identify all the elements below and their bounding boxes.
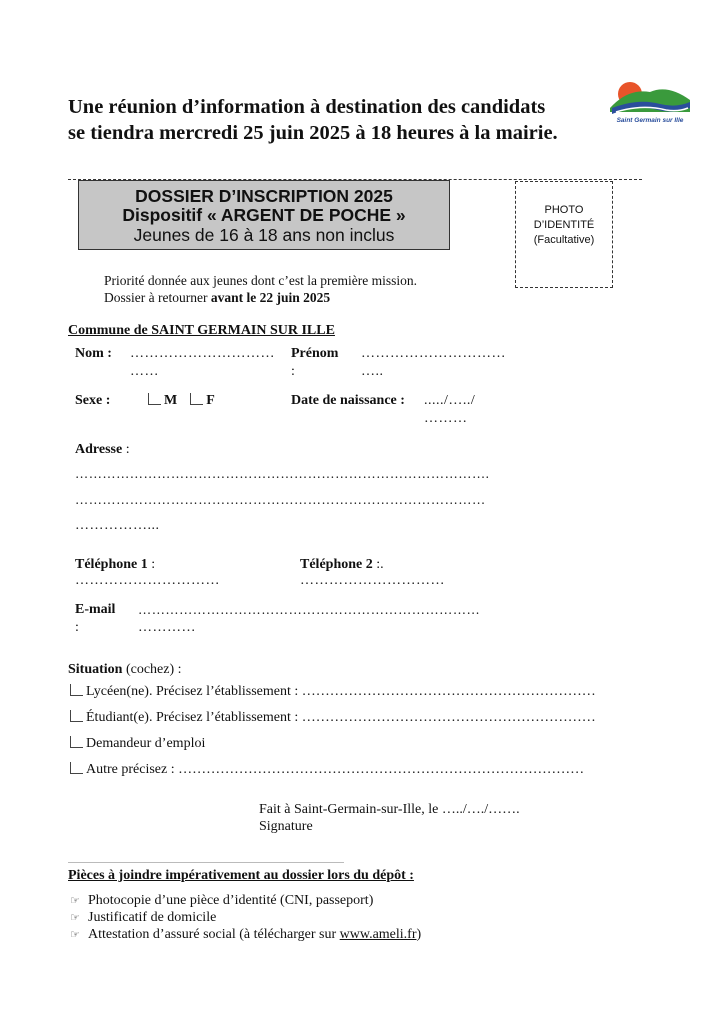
title-box (78, 180, 450, 250)
prenom-colon: : (291, 364, 295, 379)
prenom-label: Prénom (291, 346, 339, 361)
demandeur-label: Demandeur d’emploi (86, 736, 206, 751)
pieces-list (70, 892, 421, 943)
sexe-options (148, 393, 215, 409)
tel2-colon: :. (372, 557, 384, 572)
lyceen-label: Lycéen(ne). Précisez l’établissement : ……………………………………………………… (86, 684, 596, 699)
situation-option-autre[interactable] (70, 762, 584, 778)
nom-field-continued[interactable]: …… (130, 364, 159, 379)
photo-line-1: PHOTO (544, 204, 584, 216)
nom-field[interactable]: ………………………… (130, 346, 275, 361)
tel1-label: Téléphone 1 (75, 557, 148, 572)
pieces-item-prefix: Attestation d’assuré social (à télécharger sur (88, 927, 340, 942)
title-line-1: DOSSIER D’INSCRIPTION 2025 (135, 186, 393, 206)
pieces-item (70, 892, 421, 909)
sexe-m-checkbox[interactable] (148, 393, 161, 405)
town-logo (608, 78, 692, 132)
sexe-f-label: F (206, 393, 215, 408)
adresse-line-3[interactable]: ……………... (75, 518, 160, 533)
lyceen-checkbox[interactable] (70, 684, 83, 696)
adresse-label: Adresse (75, 442, 123, 457)
pieces-heading: Pièces à joindre impérativement au dossier lors du dépôt : (68, 868, 414, 883)
deadline-note (104, 289, 417, 306)
nom-label: Nom : (75, 346, 112, 361)
town-logo-icon (608, 78, 692, 118)
ameli-link[interactable]: www.ameli.fr (339, 927, 417, 942)
signature-place-date[interactable]: Fait à Saint-Germain-sur-Ille, le …../…./……. (259, 802, 520, 817)
tel2-field[interactable]: ………………………… (300, 573, 445, 588)
photo-line-3: (Facultative) (533, 234, 595, 246)
situation-option-demandeur[interactable] (70, 736, 205, 752)
prenom-field[interactable]: ………………………… (361, 346, 506, 361)
adresse-line-2[interactable]: ……………………………………………………………………………… (75, 492, 486, 507)
tel1-colon: : (147, 557, 156, 572)
photo-line-2: D’IDENTITÉ (533, 219, 595, 231)
pointing-hand-icon: ☞ (70, 894, 80, 907)
title-line-2: Dispositif « ARGENT DE POCHE » (122, 205, 406, 225)
pointing-hand-icon: ☞ (70, 928, 80, 941)
adresse-colon: : (122, 442, 130, 457)
situation-option-lyceen[interactable] (70, 684, 596, 700)
announcement-line-2: se tiendra mercredi 25 juin 2025 à 18 heures à la mairie. (68, 122, 558, 144)
etudiant-checkbox[interactable] (70, 710, 83, 722)
town-logo-text: Saint Germain sur Ille (616, 117, 684, 124)
email-colon: : (75, 620, 79, 635)
tel1-field[interactable]: ………………………… (75, 573, 220, 588)
tel1-label-row (75, 555, 155, 573)
autre-checkbox[interactable] (70, 762, 83, 774)
prenom-field-continued[interactable]: ….. (361, 364, 384, 379)
pieces-separator (68, 862, 344, 863)
pieces-item-suffix: ) (416, 927, 422, 942)
email-field[interactable]: ………………………………………………………………… (138, 602, 481, 617)
situation-hint: (cochez) : (122, 662, 182, 677)
email-field-continued[interactable]: ………… (138, 620, 196, 635)
adresse-label-row (75, 440, 130, 458)
priority-note: Priorité donnée aux jeunes dont c’est la première mission. (104, 273, 418, 288)
situation-option-etudiant[interactable] (70, 710, 596, 726)
etudiant-label: Étudiant(e). Précisez l’établissement : ……………………………………………………… (86, 710, 596, 725)
intro-text (104, 272, 417, 306)
dob-field-year[interactable]: ……… (424, 411, 468, 426)
situation-heading (68, 660, 182, 678)
commune-heading: Commune de SAINT GERMAIN SUR ILLE (68, 323, 335, 338)
photo-placeholder[interactable] (515, 181, 613, 288)
pieces-item (70, 909, 421, 926)
sexe-f-checkbox[interactable] (190, 393, 203, 405)
dob-label: Date de naissance : (291, 393, 405, 408)
tel2-label: Téléphone 2 (300, 557, 373, 572)
meeting-announcement (68, 94, 608, 146)
pieces-item-text: Photocopie d’une pièce d’identité (CNI, passeport) (88, 893, 374, 908)
announcement-line-1: Une réunion d’information à destination des candidats (68, 96, 546, 118)
adresse-line-1[interactable]: ………………………………………………………………………………. (75, 466, 490, 481)
deadline-prefix: Dossier à retourner (104, 290, 211, 305)
pieces-item (70, 926, 421, 943)
demandeur-checkbox[interactable] (70, 736, 83, 748)
sexe-m-label: M (164, 393, 178, 408)
signature-label: Signature (259, 819, 313, 834)
sexe-label: Sexe : (75, 393, 111, 408)
email-label: E-mail (75, 602, 116, 617)
title-line-3: Jeunes de 16 à 18 ans non inclus (133, 225, 395, 245)
autre-label: Autre précisez : …………………………………………………………………………… (86, 762, 585, 777)
tel2-label-row (300, 555, 384, 573)
pointing-hand-icon: ☞ (70, 911, 80, 924)
pieces-item-text: Justificatif de domicile (88, 910, 217, 925)
deadline-date: avant le 22 juin 2025 (210, 290, 331, 305)
dob-field[interactable]: ...../…../ (424, 393, 476, 408)
situation-label: Situation (68, 662, 123, 677)
